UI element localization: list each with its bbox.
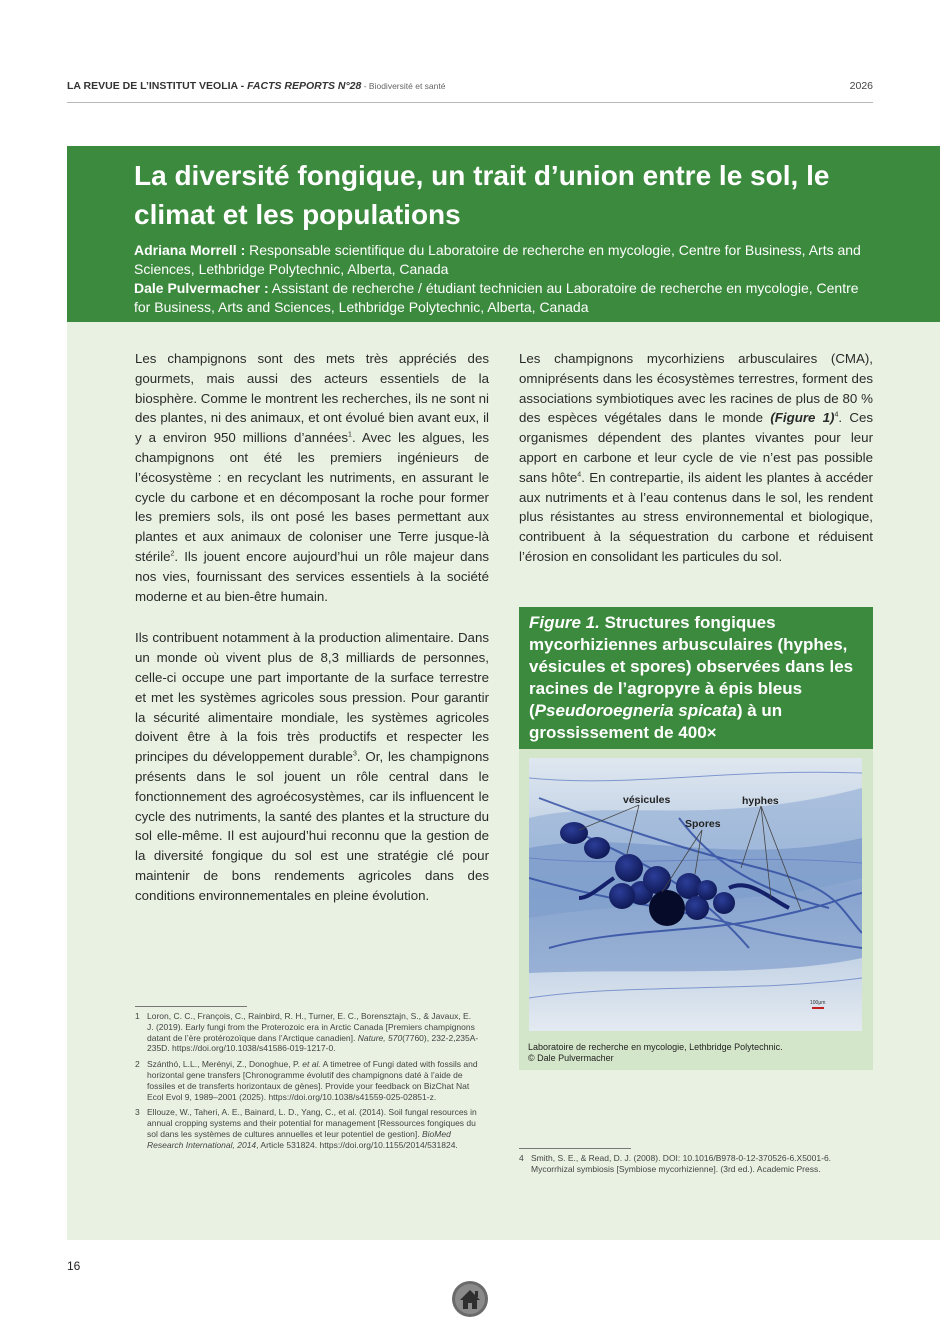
footnote-2-text-it: et al. <box>302 1059 321 1070</box>
column-right <box>519 349 873 567</box>
running-header <box>67 80 873 103</box>
footnote-2-text-a: Szánthó, L.L., Merényi, Z., Donoghue, P. <box>147 1059 303 1070</box>
figure-title-b: ) à un grossissement de 400× <box>529 701 783 742</box>
figure-label: Figure 1. <box>529 613 600 632</box>
p2-text-a: Ils contribuent notamment à la production alimentaire. Dans un monde où vivent plus de 8,3 milliards de personnes, celle-ci occupe une part importante de la surface terrestre et met les systèmes agricoles sous pression. Pour garantir la sécurité alimentaire mondiale, les systèmes agricoles doivent être à la fois très productifs et respecter les principes du développement durable <box>135 630 489 765</box>
footnotes-left <box>135 1011 480 1156</box>
home-icon[interactable] <box>451 1280 489 1318</box>
footnote-3-text-b: , Article 531824. https://doi.org/10.1155/2014/531824. <box>256 1139 458 1150</box>
footnote-rule-left <box>135 1006 247 1007</box>
figure-title-box <box>519 607 873 749</box>
p2-text-b: . Or, les champignons présents dans le sol jouent un rôle central dans le fonctionnement des agroécosystèmes, car ils influencent le cycle des nutriments, la santé des plantes et la structure du sol elle-même. Il est aujourd’hui reconnu que la gestion de la diversité fongique du sol est une stratégie clé pour maintenir de bons rendements agricoles dans des conditions environnementales en pleine évolution. <box>135 749 489 903</box>
figure-reference[interactable]: (Figure 1) <box>770 410 835 426</box>
p1-text-a: Les champignons sont des mets très appréciés des gourmets, mais aussi des acteurs essentiels de la biosphère. Comme le montrent les recherches, ils ne sont ni des plantes, ni des animaux, et ont évolué bien avant eux, il y a environ 950 millions d’années <box>135 351 490 446</box>
author-1-name: Adriana Morrell : <box>134 242 246 258</box>
footnote-ref-4[interactable]: 4 <box>834 411 839 419</box>
header-year: 2026 <box>849 80 873 92</box>
footnote-1-text-a: Loron, C. C., François, C., Rainbird, R. H., Turner, E. C., Borensztajn, S., & Javaux, E. J. (2019). Early fungi from the Proterozoic era in Arctic Canada [Premiers champignons datant de l’ère protérozoïque dans l’Arctique canadien]. <box>147 1011 475 1043</box>
section-label: - Biodiversité et santé <box>361 81 446 91</box>
footnote-ref-1[interactable]: 1 <box>348 431 352 439</box>
issue-label: FACTS REPORTS N°28 <box>247 80 362 92</box>
author-1 <box>134 241 874 279</box>
footnote-1-text-it: Nature, 570 <box>357 1032 403 1043</box>
footnote-rule-right <box>519 1148 631 1149</box>
p3-text-b: . Ces organismes dépendent des plantes vivantes pour leur apport en carbone et leur cycle de vie n’est pas possible sans hôte <box>519 410 873 485</box>
footnote-3-text-it: BioMed Research International, 2014 <box>147 1128 451 1150</box>
footnote-1 <box>135 1011 480 1054</box>
label-spores: Spores <box>685 818 721 830</box>
p3-text-a: Les champignons mycorhiziens arbusculaires (CMA), omniprésents dans les écosystèmes terrestres, forment des associations symbiotiques avec les racines de plus de 80 % des espèces végétales dans le monde <box>519 351 873 426</box>
footnote-2-text-b: A timetree of Fungi dated with fossils and horizontal gene transfers [Chronogramme évolutif des champignons daté à l’aide de fossiles et de transferts horizontaux de gènes]. Provide your feedback on BizChat Nat Ecol Evol 9, 1989–2001 (2025). https://doi.org/10.1038/s41559-025-02851-z. <box>147 1059 478 1102</box>
author-2 <box>134 279 874 317</box>
footnote-ref-4b[interactable]: 4 <box>577 471 582 479</box>
journal-title <box>67 80 445 92</box>
footnote-4-num: 4 <box>519 1153 524 1163</box>
p1-text-c: . Ils jouent encore aujourd’hui un rôle majeur dans nos vies, fournissant des services essentiels à la société moderne et au bien-être humain. <box>135 548 489 604</box>
author-2-name: Dale Pulvermacher : <box>134 280 269 296</box>
caption-line-2: © Dale Pulvermacher <box>528 1053 614 1063</box>
label-hyphes: hyphes <box>742 795 779 807</box>
label-vesicules: vésicules <box>623 794 671 806</box>
p3-text-c: . En contrepartie, ils aident les plantes à accéder aux nutriments et à l’eau contenus dans le sol, les rendent plus résistantes au stress environnemental et biologique, contribuent à la séquestration du carbone et réduisent l’érosion en consolidant les particules du sol. <box>519 469 873 564</box>
footnote-4 <box>519 1153 864 1175</box>
figure-title <box>529 612 859 744</box>
footnote-1-num: 1 <box>135 1011 140 1021</box>
footnote-3-text-a: Ellouze, W., Taheri, A. E., Bainard, L. D., Yang, C., et al. (2014). Soil fungal resources in annual cropping systems and their potential for management [Ressources fongiques du sol dans les systèmes de cultures annuelles et leur potentiel de gestion]. <box>147 1107 477 1139</box>
micrograph-image <box>529 758 862 1031</box>
footnote-ref-3[interactable]: 3 <box>352 750 357 758</box>
footnotes-right <box>519 1153 864 1180</box>
author-2-role: Assistant de recherche / étudiant technicien au Laboratoire de recherche en mycologie, Centre for Business, Arts and Sciences, Lethbridge Polytechnic, Alberta, Canada <box>134 280 859 315</box>
scale-bar-label: 100μm <box>810 1000 826 1006</box>
caption-line-1: Laboratoire de recherche en mycologie, Lethbridge Polytechnic. <box>528 1042 783 1052</box>
column-left <box>135 349 489 906</box>
footnote-2-num: 2 <box>135 1059 140 1070</box>
journal-name: LA REVUE DE L’INSTITUT VEOLIA - <box>67 80 248 92</box>
author-1-role: Responsable scientifique du Laboratoire de recherche en mycologie, Centre for Business, Arts and Sciences, Lethbridge Polytechnic, Alberta, Canada <box>134 242 861 277</box>
footnote-4-text-a: Smith, S. E., & Read, D. J. (2008). DOI: 10.1016/B978-0-12-370526-6.X5001-6. Mycorrhizal symbiosis [Symbiose mycorhizienne]. (3rd ed.). Academic Press. <box>531 1153 832 1174</box>
paragraph-2 <box>135 628 489 905</box>
paragraph-1 <box>135 349 489 606</box>
page-number: 16 <box>67 1259 81 1273</box>
title-banner <box>67 146 940 322</box>
scale-bar <box>812 1007 824 1009</box>
footnote-ref-2[interactable]: 2 <box>170 550 175 558</box>
article-title: La diversité fongique, un trait d’union entre le sol, le climat et les populations <box>134 160 830 230</box>
p1-text-b: . Avec les algues, les champignons ont été les premiers ingénieurs de l’écosystème : en recyclant les nutriments, en assurant le cycle du carbone et en décomposant la roche pour former les premiers sols, ils ont posé les bases permettant aux plantes et aux animaux de coloniser une Terre jusque-là stérile <box>135 430 489 564</box>
authors-block <box>134 241 874 317</box>
paragraph-3 <box>519 349 873 567</box>
footnote-3 <box>135 1107 480 1150</box>
figure-title-a: Structures fongiques mycorhiziennes arbusculaires (hyphes, vésicules et spores) observées dans les racines de l’agropyre à épis bleus ( <box>529 613 854 720</box>
footnote-3-num: 3 <box>135 1107 140 1118</box>
figure-caption <box>528 1042 858 1064</box>
footnote-1-text-b: (7760), 232-2,235A-235D. https://doi.org/10.1038/s41586-019-1217-0. <box>147 1032 479 1054</box>
figure-species: Pseudoroegneria spicata <box>534 701 737 720</box>
footnote-2 <box>135 1059 480 1102</box>
